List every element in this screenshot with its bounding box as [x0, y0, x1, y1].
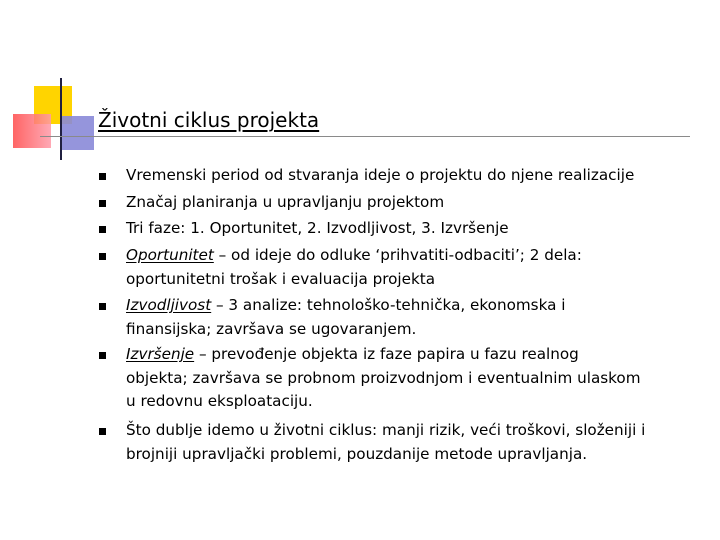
bullet-line: Što dublje idemo u životni ciklus: manji rizik, veći troškovi, složeniji i — [126, 421, 646, 439]
bullet-line: Tri faze: 1. Oportunitet, 2. Izvodljivost, 3. Izvršenje — [126, 219, 509, 237]
bullet-line — [126, 244, 716, 268]
bullet-square-icon — [99, 303, 106, 310]
bullet-term: Izvodljivost — [126, 296, 212, 314]
bullet-line-rest: – 3 analize: tehnološko-tehnička, ekonomska i — [211, 296, 566, 314]
bullet-line-rest: – prevođenje objekta iz faze papira u fazu realnog — [194, 345, 579, 363]
bullet-line: finansijska; završava se ugovaranjem. — [126, 319, 417, 338]
bullet-square-icon — [99, 226, 106, 233]
bullet-term: Izvršenje — [126, 345, 195, 363]
bullet-square-icon — [99, 173, 106, 180]
bullet-line — [126, 343, 716, 367]
bullet-line: objekta; završava se probnom proizvodnjom i eventualnim ulaskom — [126, 368, 641, 387]
red-square-decoration — [13, 114, 51, 148]
bullet-square-icon — [99, 428, 106, 435]
slide-title: Životni ciklus projekta — [98, 108, 320, 132]
blue-square-decoration — [60, 116, 94, 150]
bullet-line: Vremenski period od stvaranja ideje o projektu do njene realizacije — [126, 166, 635, 184]
bullet-term: Oportunitet — [126, 246, 214, 264]
bullet-square-icon — [99, 352, 106, 359]
vertical-rule — [60, 78, 62, 160]
bullet-square-icon — [99, 253, 106, 260]
bullet-square-icon — [99, 200, 106, 207]
bullet-line: oportunitetni trošak i evaluacija projekta — [126, 269, 436, 288]
bullet-line: u redovnu eksploataciju. — [126, 392, 313, 410]
bullet-line-rest: – od ideje do odluke ‘prihvatiti-odbaciti’; 2 dela: — [213, 246, 582, 264]
bullet-line — [126, 294, 716, 318]
bullet-line: Značaj planiranja u upravljanju projektom — [126, 193, 445, 211]
title-underline-rule — [40, 136, 690, 137]
bullet-line: brojniji upravljački problemi, pouzdanije metode upravljanja. — [126, 444, 588, 463]
